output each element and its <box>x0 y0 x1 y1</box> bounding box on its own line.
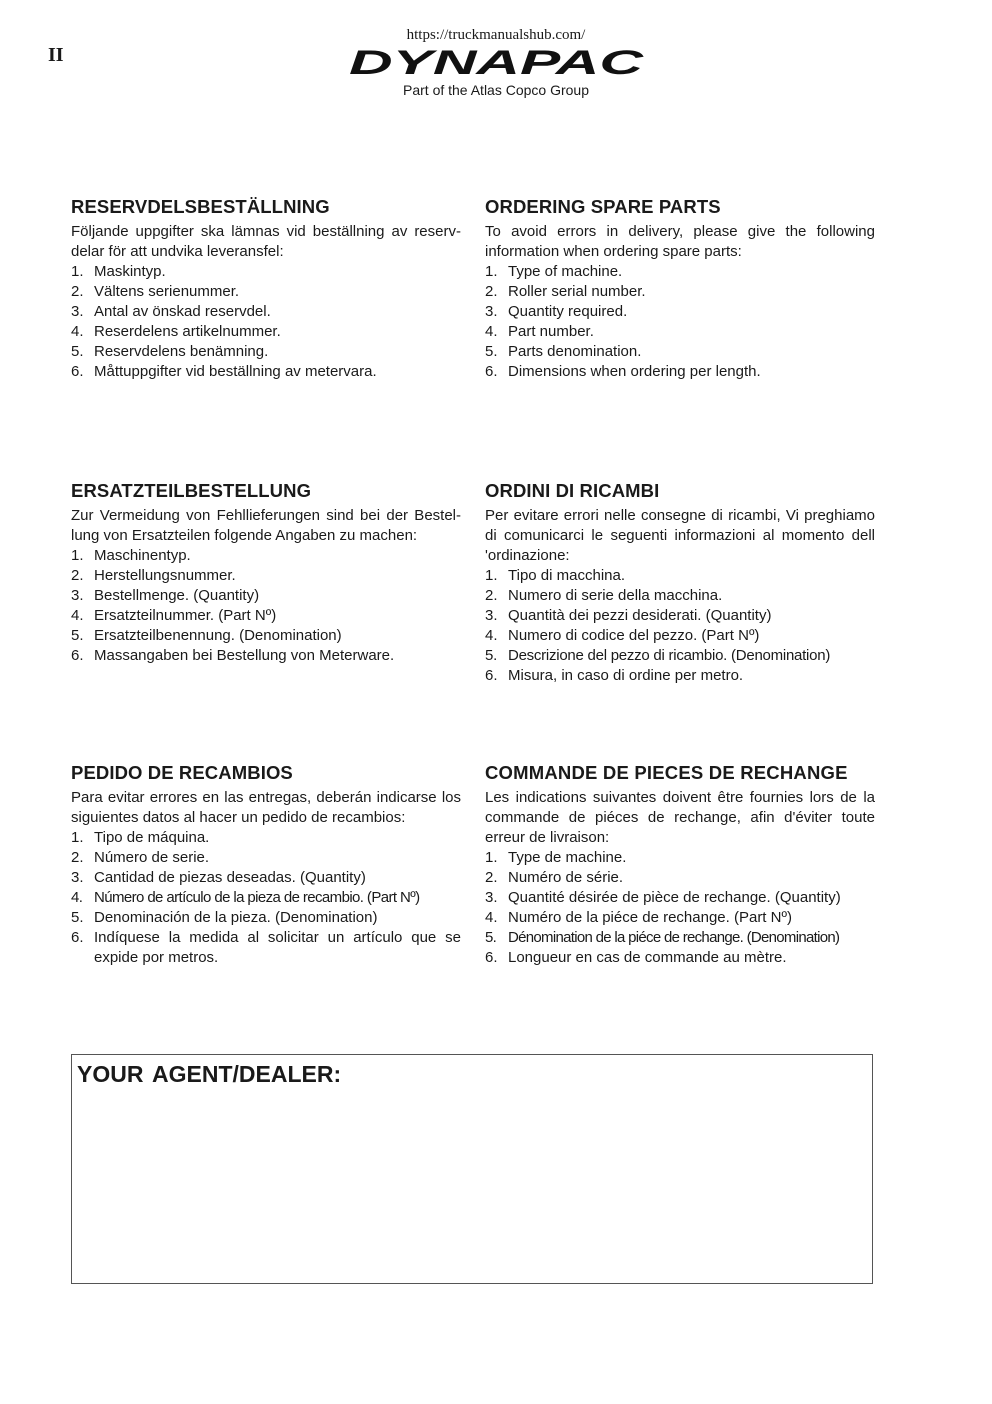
section-list <box>71 546 461 666</box>
list-item: 6. Indíquese la medida al solicitar un artículo que se expide por metros. <box>71 929 461 966</box>
list-item: 1. Tipo de máquina. <box>71 829 210 846</box>
section-title: COMMANDE DE PIECES DE RECHANGE <box>485 762 848 783</box>
list-item: 5. Descrizione del pezzo di ricambio. (Denomination) <box>485 647 831 664</box>
list-item: 3. Quantité désirée de pièce de rechange. (Quantity) <box>485 889 841 906</box>
list-item: 6. Dimensions when ordering per length. <box>485 363 761 380</box>
list-item: 3. Quantity required. <box>485 303 628 320</box>
list-item: 4. Numéro de la piéce de rechange. (Part Nº) <box>485 909 792 926</box>
list-item: 2. Herstellungsnummer. <box>71 567 236 584</box>
section-intro: Per evitare errori nelle consegne di ricambi, Vi preghiamo di comunicarci le seguenti informazioni al momento dell 'ordinazione: <box>485 507 875 564</box>
tagline: Part of the Atlas Copco Group <box>403 82 589 98</box>
section-italian <box>485 480 875 686</box>
list-item: 6. Misura, in caso di ordine per metro. <box>485 667 744 684</box>
list-item: 4. Numero di codice del pezzo. (Part Nº) <box>485 627 760 644</box>
agent-dealer-title: YOUR AGENT/DEALER: <box>77 1061 342 1087</box>
section-list <box>485 848 875 968</box>
section-title: ORDERING SPARE PARTS <box>485 196 721 217</box>
section-title: ORDINI DI RICAMBI <box>485 480 660 501</box>
list-item: 3. Quantità dei pezzi desiderati. (Quantity) <box>485 607 772 624</box>
list-item: 2. Número de serie. <box>71 849 210 866</box>
list-item: 4. Part number. <box>485 323 594 340</box>
logo-text: DYNAPAC <box>349 47 644 77</box>
list-item: 3. Antal av önskad reservdel. <box>71 303 271 320</box>
list-item: 2. Roller serial number. <box>485 283 646 300</box>
list-item: 6. Longueur en cas de commande au mètre. <box>485 949 787 966</box>
section-german <box>71 480 461 666</box>
list-item: 6. Massangaben bei Bestellung von Meterware. <box>71 647 395 664</box>
agent-dealer-box <box>71 1054 873 1284</box>
section-intro: Para evitar errores en las entregas, deberán indicarse los siguientes datos al hacer un pedido de recambios: <box>71 789 461 826</box>
section-swedish <box>71 196 461 382</box>
section-intro: Les indications suivantes doivent être fournies lors de la commande de piéces de rechange, afin d'éviter toute erreur de livraison: <box>485 789 875 846</box>
list-item: 5. Dénomination de la piéce de rechange. (Denomination) <box>485 929 840 946</box>
list-item: 4. Ersatzteilnummer. (Part Nº) <box>71 607 277 624</box>
list-item: 1. Maschinentyp. <box>71 547 191 564</box>
list-item: 2. Numéro de série. <box>485 869 624 886</box>
section-list <box>71 828 461 968</box>
list-item: 3. Cantidad de piezas deseadas. (Quantity) <box>71 869 366 886</box>
section-intro: Zur Vermeidung von Fehllieferungen sind bei der Bestel-lung von Ersatzteilen folgende Angaben zu machen: <box>71 507 461 544</box>
list-item: 1. Type de machine. <box>485 849 627 866</box>
section-title: ERSATZTEILBESTELLUNG <box>71 480 312 501</box>
list-item: 5. Denominación de la pieza. (Denomination) <box>71 909 378 926</box>
list-item: 5. Parts denomination. <box>485 343 642 360</box>
list-item: 4. Reserdelens artikelnummer. <box>71 323 281 340</box>
list-item: 5. Ersatzteilbenennung. (Denomination) <box>71 627 342 644</box>
section-title: RESERVDELSBESTÄLLNING <box>71 196 330 217</box>
section-list <box>71 262 461 382</box>
page-number: II <box>48 44 64 66</box>
list-item: 1. Tipo di macchina. <box>485 567 625 584</box>
list-item: 2. Vältens serienummer. <box>71 283 240 300</box>
list-item: 1. Maskintyp. <box>71 263 166 280</box>
section-intro: Följande uppgifter ska lämnas vid beställning av reserv-delar för att undvika leveransfel: <box>71 223 461 260</box>
source-url: https://truckmanualshub.com/ <box>406 27 586 43</box>
dynapac-logo <box>346 47 646 77</box>
list-item: 5. Reservdelens benämning. <box>71 343 269 360</box>
section-title: PEDIDO DE RECAMBIOS <box>71 762 293 783</box>
section-list <box>485 262 875 382</box>
section-intro: To avoid errors in delivery, please give the following information when ordering spare parts: <box>485 223 875 260</box>
list-item: 3. Bestellmenge. (Quantity) <box>71 587 260 604</box>
list-item: 2. Numero di serie della macchina. <box>485 587 723 604</box>
section-french <box>485 762 875 968</box>
section-list <box>485 566 875 686</box>
list-item: 4. Número de artículo de la pieza de recambio. (Part Nº) <box>71 889 420 906</box>
section-english <box>485 196 875 382</box>
list-item: 6. Måttuppgifter vid beställning av metervara. <box>71 363 377 380</box>
list-item: 1. Type of machine. <box>485 263 623 280</box>
section-spanish <box>71 762 461 968</box>
